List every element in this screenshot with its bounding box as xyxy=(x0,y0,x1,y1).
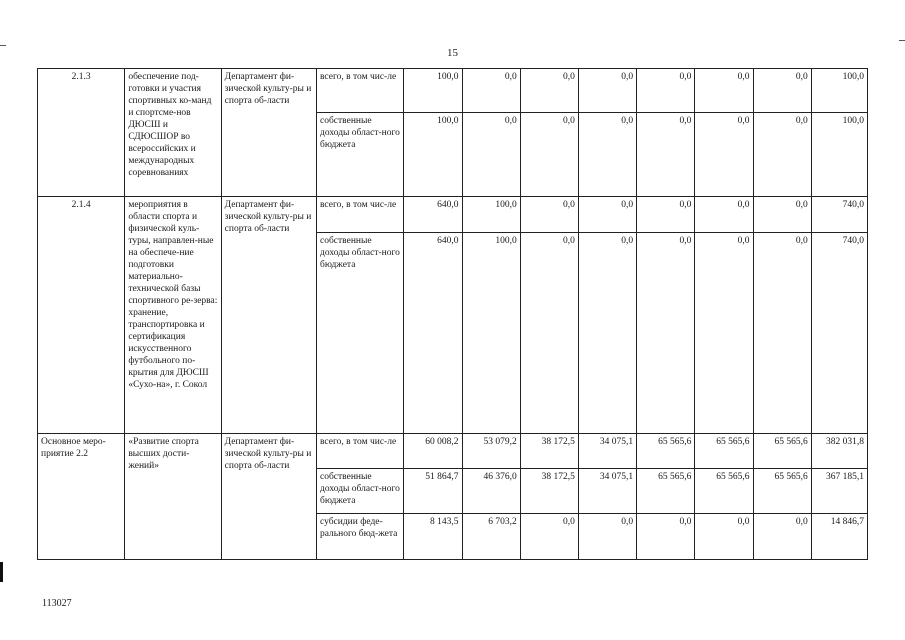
scan-artifact xyxy=(899,40,905,41)
value-cell: 100,0 xyxy=(404,113,462,197)
value-cell: 0,0 xyxy=(695,69,753,113)
page-number: 15 xyxy=(447,47,458,59)
responsible-executor: Департамент фи-зической культу-ры и спорта об-ласти xyxy=(221,197,316,434)
value-cell: 100,0 xyxy=(404,69,462,113)
value-cell: 65 565,6 xyxy=(753,434,811,469)
value-cell: 100,0 xyxy=(462,233,520,434)
value-cell: 8 143,5 xyxy=(404,514,462,560)
table-row xyxy=(38,197,868,233)
value-cell: 6 703,2 xyxy=(462,514,520,560)
funding-source-label: собственные доходы област-ного бюджета xyxy=(317,233,404,434)
value-cell: 60 008,2 xyxy=(404,434,462,469)
value-cell: 38 172,5 xyxy=(520,469,578,514)
value-cell: 65 565,6 xyxy=(637,434,695,469)
row-code: Основное меро-приятие 2.2 xyxy=(38,434,125,560)
funding-source-label: собственные доходы област-ного бюджета xyxy=(317,113,404,197)
value-cell: 53 079,2 xyxy=(462,434,520,469)
value-cell: 0,0 xyxy=(637,69,695,113)
measure-name: обеспечение под-готовки и участия спортивных ко-манд и спортсме-нов ДЮСШ и СДЮСШОР во всероссийских и международных соревнованиях xyxy=(125,69,221,197)
table-row xyxy=(38,434,868,469)
value-cell: 0,0 xyxy=(695,514,753,560)
value-cell: 0,0 xyxy=(520,69,578,113)
measure-name: мероприятия в области спорта и физической куль-туры, направлен-ные на обеспече-ние подготовки материально-технической базы спортивного ре-зерва: хранение, транспортировка и сертификация искусственного футбольного по-крытия для ДЮСШ «Сухо-на», г. Сокол xyxy=(125,197,221,434)
scan-artifact xyxy=(0,45,6,46)
value-cell: 640,0 xyxy=(404,197,462,233)
value-cell: 46 376,0 xyxy=(462,469,520,514)
row-code: 2.1.4 xyxy=(38,197,125,434)
value-cell: 0,0 xyxy=(695,113,753,197)
total-cell: 100,0 xyxy=(811,69,867,113)
value-cell: 0,0 xyxy=(520,197,578,233)
value-cell: 0,0 xyxy=(637,514,695,560)
funding-source-label: всего, в том чис-ле xyxy=(317,69,404,113)
value-cell: 0,0 xyxy=(753,197,811,233)
funding-source-label: собственные доходы област-ного бюджета xyxy=(317,469,404,514)
value-cell: 0,0 xyxy=(578,197,636,233)
value-cell: 34 075,1 xyxy=(578,469,636,514)
value-cell: 0,0 xyxy=(578,514,636,560)
value-cell: 65 565,6 xyxy=(753,469,811,514)
value-cell: 0,0 xyxy=(520,233,578,434)
value-cell: 0,0 xyxy=(578,113,636,197)
funding-source-label: всего, в том чис-ле xyxy=(317,197,404,233)
value-cell: 0,0 xyxy=(637,233,695,434)
measure-name: «Развитие спорта высших дости-жений» xyxy=(125,434,221,560)
value-cell: 0,0 xyxy=(462,69,520,113)
responsible-executor: Департамент фи-зической культу-ры и спорта об-ласти xyxy=(221,69,316,197)
responsible-executor: Департамент фи-зической культу-ры и спорта об-ласти xyxy=(221,434,316,560)
value-cell: 0,0 xyxy=(462,113,520,197)
value-cell: 0,0 xyxy=(520,514,578,560)
value-cell: 0,0 xyxy=(520,113,578,197)
value-cell: 51 864,7 xyxy=(404,469,462,514)
value-cell: 0,0 xyxy=(578,69,636,113)
total-cell: 382 031,8 xyxy=(811,434,867,469)
value-cell: 65 565,6 xyxy=(695,434,753,469)
value-cell: 38 172,5 xyxy=(520,434,578,469)
document-code: 113027 xyxy=(42,598,72,609)
total-cell: 740,0 xyxy=(811,233,867,434)
budget-table xyxy=(37,68,868,560)
table-row xyxy=(38,69,868,113)
value-cell: 100,0 xyxy=(462,197,520,233)
funding-source-label: всего, в том чис-ле xyxy=(317,434,404,469)
total-cell: 367 185,1 xyxy=(811,469,867,514)
value-cell: 0,0 xyxy=(753,233,811,434)
value-cell: 0,0 xyxy=(753,514,811,560)
value-cell: 0,0 xyxy=(695,197,753,233)
value-cell: 0,0 xyxy=(753,69,811,113)
value-cell: 65 565,6 xyxy=(637,469,695,514)
row-code: 2.1.3 xyxy=(38,69,125,197)
value-cell: 0,0 xyxy=(753,113,811,197)
scan-artifact xyxy=(0,562,3,582)
total-cell: 740,0 xyxy=(811,197,867,233)
funding-source-label: субсидии феде-рального бюд-жета xyxy=(317,514,404,560)
value-cell: 65 565,6 xyxy=(695,469,753,514)
value-cell: 0,0 xyxy=(637,197,695,233)
total-cell: 100,0 xyxy=(811,113,867,197)
value-cell: 0,0 xyxy=(695,233,753,434)
value-cell: 0,0 xyxy=(578,233,636,434)
value-cell: 640,0 xyxy=(404,233,462,434)
value-cell: 34 075,1 xyxy=(578,434,636,469)
total-cell: 14 846,7 xyxy=(811,514,867,560)
value-cell: 0,0 xyxy=(637,113,695,197)
